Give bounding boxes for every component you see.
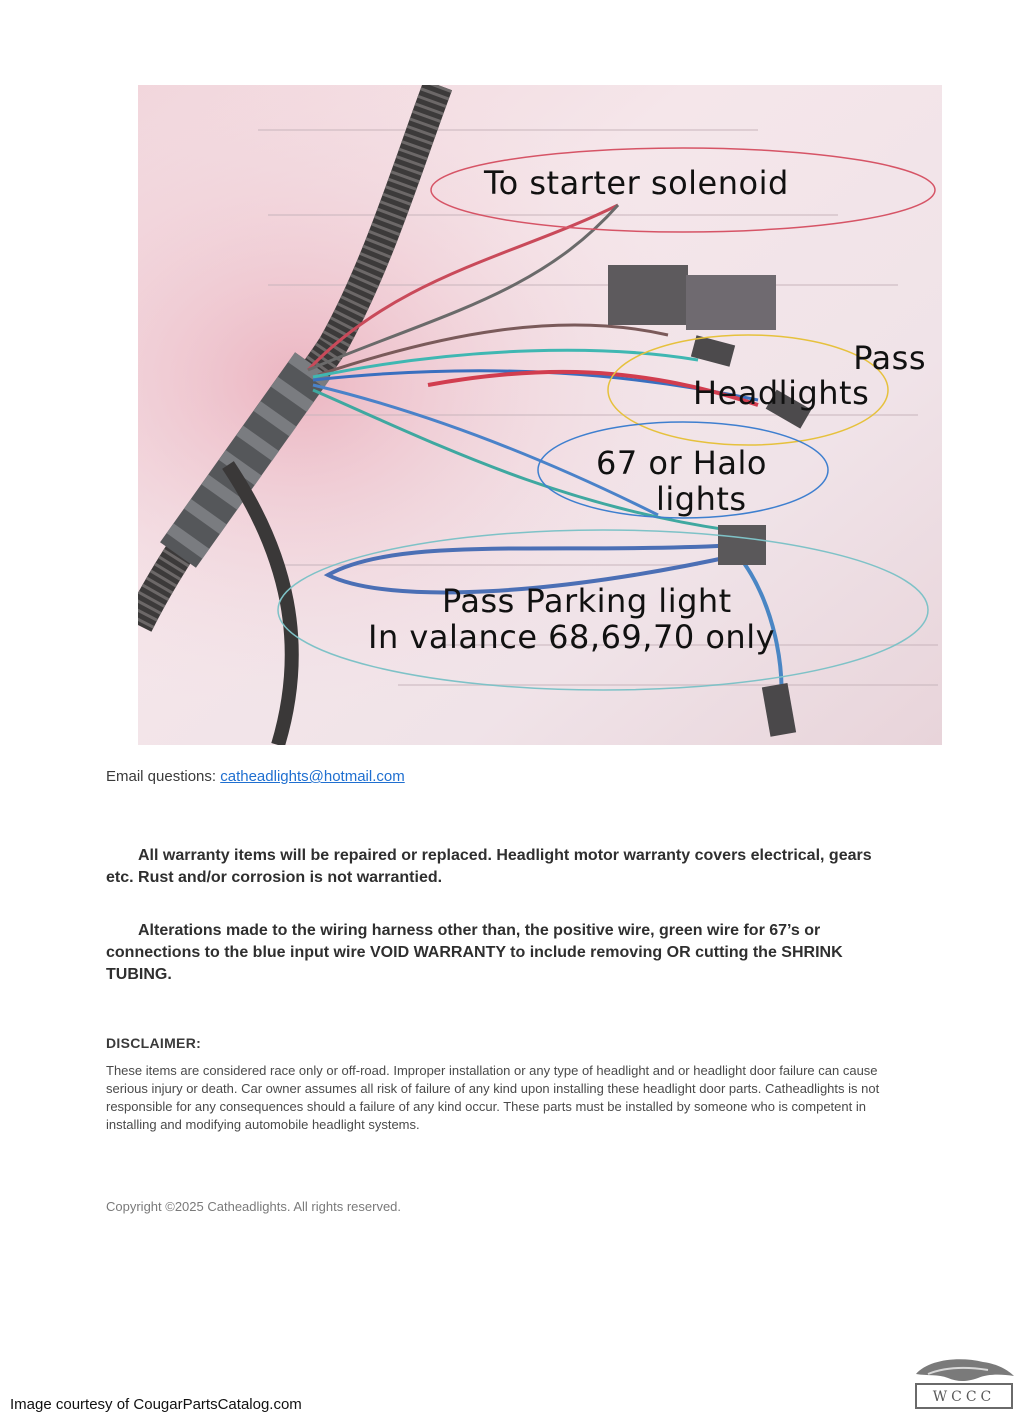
callout-parking-light-line1: Pass Parking light: [442, 582, 732, 620]
wccc-cougar-logo: [908, 1352, 1018, 1414]
callout-pass-headlights-line2: Headlights: [693, 374, 870, 412]
callout-halo-lights-line2: lights: [656, 480, 747, 518]
callout-halo-lights-line1: 67 or Halo: [596, 444, 767, 482]
disclaimer-heading: DISCLAIMER:: [106, 1035, 202, 1051]
warranty-paragraph-2: Alterations made to the wiring harness other than, the positive wire, green wire for 67’s or connections to the blue input wire VOID WARRANTY to include removing OR cutting the SHRINK TUBING.: [106, 922, 843, 983]
email-link[interactable]: catheadlights@hotmail.com: [220, 768, 405, 785]
logo-text: WCCC: [932, 1389, 996, 1405]
email-label: Email questions:: [106, 768, 217, 785]
disclaimer-text: These items are considered race only or off-road. Improper installation or any type of headlight and or headlight door failure can cause serious injury or death. Car owner assumes all risk of failure of any kind upon installing these headlight door parts. Catheadlights is not responsible for any consequences should a failure of any kind occur. These parts must be installed by someone who is competent in installing and modifying automobile headlight systems.: [106, 1063, 880, 1132]
copyright-notice: Copyright ©2025 Catheadlights. All rights reserved.: [106, 1199, 402, 1214]
warranty-paragraph-1: All warranty items will be repaired or replaced. Headlight motor warranty covers electrical, gears etc. Rust and/or corrosion is not warrantied.: [106, 847, 872, 886]
callout-pass-headlights-line1: Pass: [853, 339, 926, 377]
callout-starter-solenoid: To starter solenoid: [484, 164, 789, 202]
callout-parking-light-line2: In valance 68,69,70 only: [368, 618, 776, 656]
wiring-harness-photo: [138, 85, 942, 745]
image-courtesy-caption: Image courtesy of CougarPartsCatalog.com: [10, 1396, 302, 1413]
email-questions-line: [106, 768, 405, 785]
